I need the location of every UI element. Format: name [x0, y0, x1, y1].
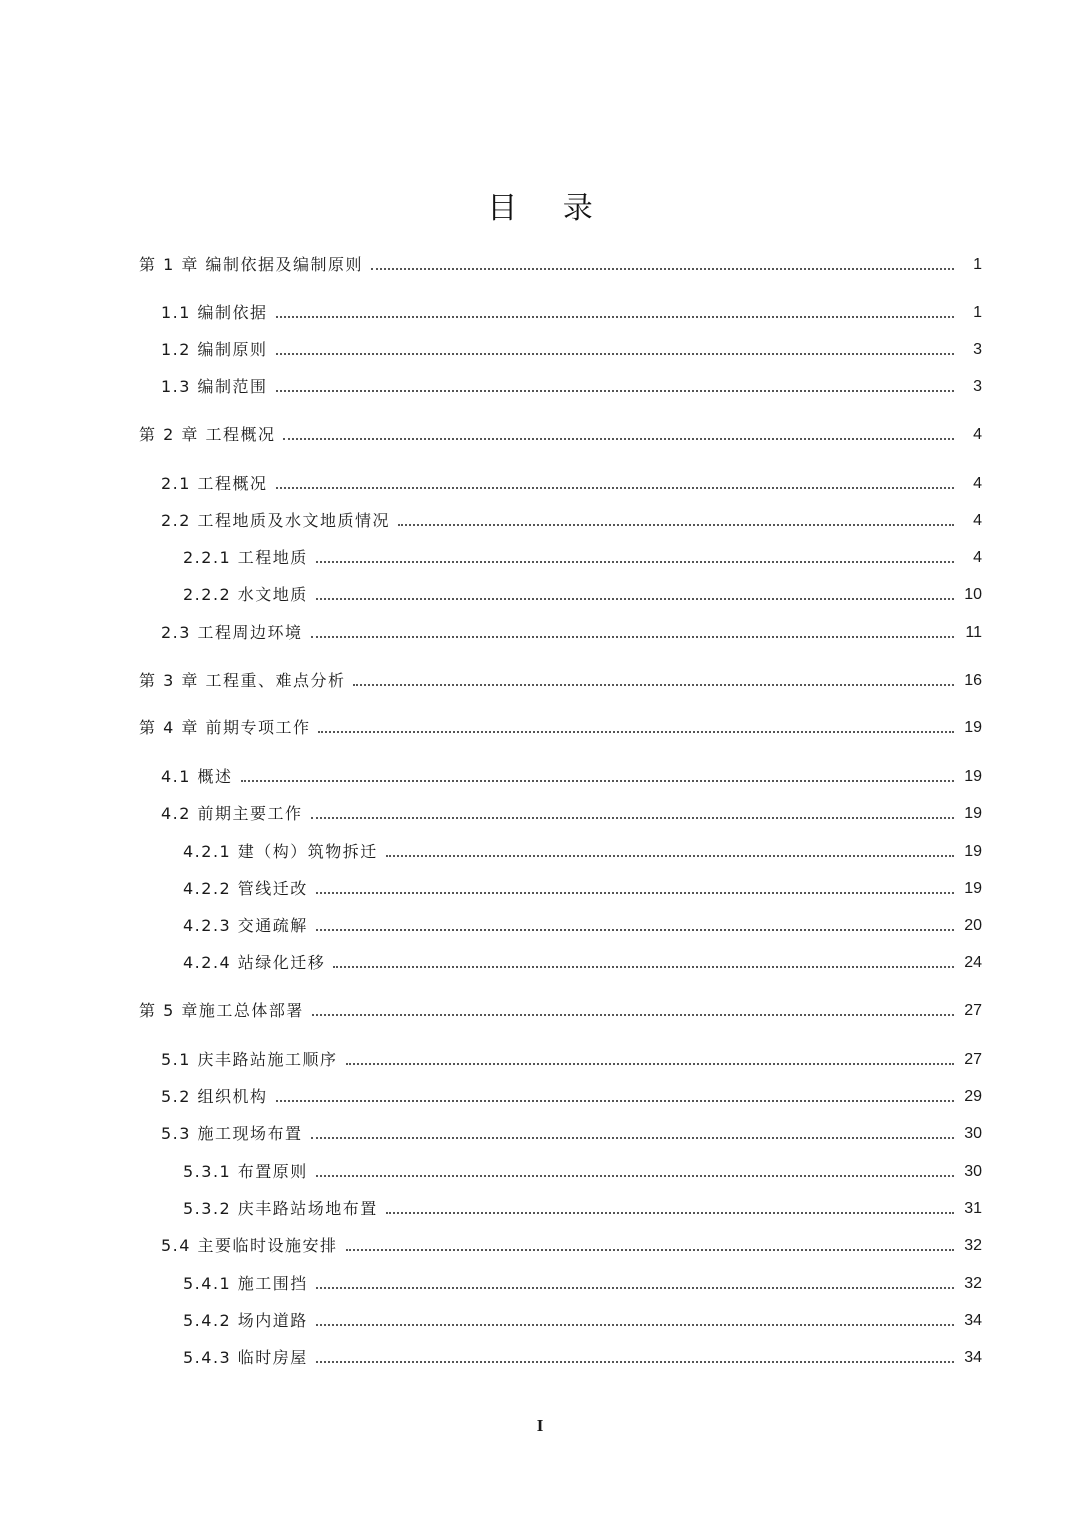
dot-leader — [386, 855, 954, 857]
toc-entry-chapter-4[interactable] — [0, 713, 982, 739]
dot-leader — [311, 1137, 954, 1139]
toc-page-number: 4 — [973, 426, 982, 443]
toc-page-number: 24 — [964, 954, 982, 971]
toc-entry-text: 5.3 施工现场布置 — [161, 1123, 307, 1145]
toc-page-number: 3 — [973, 341, 982, 358]
toc-entry-5-4-2[interactable] — [0, 1306, 982, 1332]
dot-leader — [316, 598, 954, 600]
toc-entry-text: 2.1 工程概况 — [161, 473, 272, 495]
dot-leader — [316, 1287, 954, 1289]
toc-title: 目 录 — [487, 191, 611, 226]
toc-page-number: 4 — [973, 549, 982, 566]
toc-entry-4-2-2[interactable] — [0, 874, 982, 900]
toc-page-number: 10 — [964, 586, 982, 603]
toc-entry-text: 4.2.3 交通疏解 — [183, 915, 312, 937]
page-number: I — [536, 1416, 544, 1435]
dot-leader — [333, 966, 954, 968]
dot-leader — [276, 1100, 954, 1102]
toc-entry-2-2[interactable] — [0, 506, 982, 532]
toc-entry-5-2[interactable] — [0, 1082, 982, 1108]
dot-leader — [316, 892, 954, 894]
toc-entry-2-1[interactable] — [0, 469, 982, 495]
dot-leader — [276, 487, 954, 489]
toc-entry-text: 2.2.1 工程地质 — [183, 547, 312, 569]
toc-entry-text: 4.2.4 站绿化迁移 — [183, 952, 329, 974]
toc-entry-chapter-2[interactable] — [0, 420, 982, 446]
toc-entry-5-4-1[interactable] — [0, 1269, 982, 1295]
dot-leader — [318, 731, 954, 733]
toc-entry-5-1[interactable] — [0, 1045, 982, 1071]
toc-entry-text: 第 1 章 编制依据及编制原则 — [139, 254, 367, 276]
dot-leader — [353, 684, 954, 686]
toc-entry-5-4-3[interactable] — [0, 1343, 982, 1369]
toc-entry-text: 第 2 章 工程概况 — [139, 424, 279, 446]
toc-entry-text: 1.1 编制依据 — [161, 302, 272, 324]
toc-page-number: 19 — [964, 805, 982, 822]
toc-page-number: 19 — [964, 843, 982, 860]
toc-page-number: 32 — [964, 1237, 982, 1254]
toc-entry-text: 5.4.1 施工围挡 — [183, 1273, 312, 1295]
toc-page-number: 31 — [964, 1200, 982, 1217]
toc-entry-text: 第 4 章 前期专项工作 — [139, 717, 314, 739]
toc-entry-text: 4.2.2 管线迁改 — [183, 878, 312, 900]
toc-entry-text: 2.2.2 水文地质 — [183, 584, 312, 606]
toc-entry-4-1[interactable] — [0, 762, 982, 788]
toc-entry-text: 5.4 主要临时设施安排 — [161, 1235, 342, 1257]
toc-page-number: 30 — [964, 1125, 982, 1142]
toc-page-number: 19 — [964, 768, 982, 785]
dot-leader — [316, 1324, 954, 1326]
dot-leader — [316, 1175, 954, 1177]
toc-page-number: 1 — [973, 256, 982, 273]
toc-entry-text: 1.3 编制范围 — [161, 376, 272, 398]
toc-entry-1-1[interactable] — [0, 298, 982, 324]
dot-leader — [386, 1212, 954, 1214]
toc-entry-5-3[interactable] — [0, 1119, 982, 1145]
dot-leader — [316, 561, 954, 563]
toc-page-number: 34 — [964, 1349, 982, 1366]
toc-entry-text: 2.3 工程周边环境 — [161, 622, 307, 644]
toc-page-number: 3 — [973, 378, 982, 395]
dot-leader — [241, 780, 954, 782]
toc-page-number: 27 — [964, 1002, 982, 1019]
toc-entry-text: 5.3.1 布置原则 — [183, 1161, 312, 1183]
toc-page-number: 32 — [964, 1275, 982, 1292]
toc-entry-text: 4.1 概述 — [161, 766, 237, 788]
dot-leader — [276, 316, 954, 318]
dot-leader — [371, 268, 954, 270]
toc-entry-4-2-3[interactable] — [0, 911, 982, 937]
dot-leader — [346, 1063, 954, 1065]
toc-page-number: 1 — [973, 304, 982, 321]
toc-page-number: 20 — [964, 917, 982, 934]
dot-leader — [311, 817, 954, 819]
toc-entry-4-2-4[interactable] — [0, 948, 982, 974]
toc-entry-text: 5.4.3 临时房屋 — [183, 1347, 312, 1369]
toc-page-number: 11 — [965, 624, 982, 641]
dot-leader — [312, 1014, 954, 1016]
toc-entry-text: 5.4.2 场内道路 — [183, 1310, 312, 1332]
toc-entry-text: 5.1 庆丰路站施工顺序 — [161, 1049, 342, 1071]
toc-page-number: 29 — [964, 1088, 982, 1105]
dot-leader — [276, 353, 954, 355]
toc-entry-text: 4.2 前期主要工作 — [161, 803, 307, 825]
toc-entry-5-3-2[interactable] — [0, 1194, 982, 1220]
toc-entry-2-2-2[interactable] — [0, 580, 982, 606]
toc-entry-1-3[interactable] — [0, 372, 982, 398]
toc-entry-text: 1.2 编制原则 — [161, 339, 272, 361]
toc-entry-2-3[interactable] — [0, 618, 982, 644]
toc-page-number: 16 — [964, 672, 982, 689]
toc-entry-chapter-3[interactable] — [0, 666, 982, 692]
toc-entry-5-4[interactable] — [0, 1231, 982, 1257]
toc-entry-text: 第 3 章 工程重、难点分析 — [139, 670, 349, 692]
dot-leader — [316, 929, 954, 931]
dot-leader — [311, 636, 954, 638]
toc-entry-text: 5.3.2 庆丰路站场地布置 — [183, 1198, 382, 1220]
toc-entry-chapter-1[interactable] — [0, 250, 982, 276]
toc-entry-text: 4.2.1 建（构）筑物拆迁 — [183, 841, 382, 863]
toc-page-number: 34 — [964, 1312, 982, 1329]
toc-entry-5-3-1[interactable] — [0, 1157, 982, 1183]
toc-entry-chapter-5[interactable] — [0, 996, 982, 1022]
toc-page-number: 19 — [964, 880, 982, 897]
toc-page-number: 4 — [973, 512, 982, 529]
toc-entry-4-2-1[interactable] — [0, 837, 982, 863]
dot-leader — [398, 524, 954, 526]
dot-leader — [283, 438, 954, 440]
toc-page-number: 30 — [964, 1163, 982, 1180]
toc-entry-1-2[interactable] — [0, 335, 982, 361]
toc-page-number: 27 — [964, 1051, 982, 1068]
toc-entry-4-2[interactable] — [0, 799, 982, 825]
toc-page-number: 4 — [973, 475, 982, 492]
toc-entry-text: 2.2 工程地质及水文地质情况 — [161, 510, 394, 532]
dot-leader — [276, 390, 954, 392]
dot-leader — [346, 1249, 954, 1251]
toc-page-number: 19 — [964, 719, 982, 736]
toc-entry-2-2-1[interactable] — [0, 543, 982, 569]
dot-leader — [316, 1361, 954, 1363]
toc-entry-text: 第 5 章施工总体部署 — [139, 1000, 308, 1022]
toc-entry-text: 5.2 组织机构 — [161, 1086, 272, 1108]
